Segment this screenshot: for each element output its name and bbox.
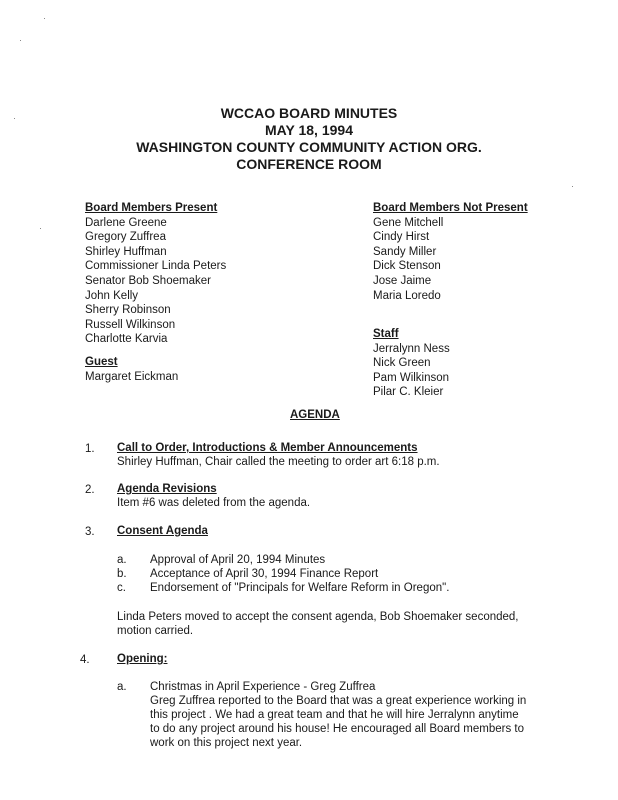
staff-name: Jerralynn Ness	[373, 342, 450, 355]
item-title: Agenda Revisions	[117, 483, 217, 495]
item-number: 4.	[80, 654, 90, 666]
sub-text: Christmas in April Experience - Greg Zuffrea	[150, 681, 376, 693]
sub-text: Endorsement of "Principals for Welfare Reform in Oregon".	[150, 582, 450, 594]
item-text: Shirley Huffman, Chair called the meeting to order art 6:18 p.m.	[117, 456, 440, 468]
present-name: John Kelly	[85, 289, 139, 302]
scan-speck	[572, 186, 573, 187]
agenda-title: AGENDA	[290, 409, 340, 421]
item-title: Opening:	[117, 653, 168, 665]
item-number: 2.	[85, 484, 95, 496]
present-name: Charlotte Karvia	[85, 333, 168, 346]
staff-column	[373, 327, 450, 400]
present-name: Commissioner Linda Peters	[85, 260, 227, 273]
present-name: Sherry Robinson	[85, 304, 171, 317]
staff-name: Pilar C. Kleier	[373, 386, 444, 399]
present-name: Senator Bob Shoemaker	[85, 274, 211, 287]
sub-letter: a.	[117, 554, 127, 566]
title-line-3: WASHINGTON COUNTY COMMUNITY ACTION ORG.	[136, 139, 482, 155]
scan-speck	[40, 228, 41, 229]
guest-heading: Guest	[85, 356, 118, 368]
sub-letter: a.	[117, 681, 127, 693]
report-text: to do any project around his house! He encouraged all Board members to	[150, 723, 524, 735]
staff-heading: Staff	[373, 328, 399, 340]
sub-letter: c.	[117, 582, 126, 594]
sub-letter: b.	[117, 568, 127, 580]
item-title: Call to Order, Introductions & Member Announcements	[117, 442, 418, 454]
scan-speck	[20, 40, 21, 41]
guest-column	[85, 355, 178, 384]
motion-text: motion carried.	[117, 625, 194, 637]
not-present-name: Dick Stenson	[373, 260, 441, 273]
present-name: Russell Wilkinson	[85, 318, 176, 331]
report-text: work on this project next year.	[150, 737, 303, 749]
scan-speck	[44, 18, 45, 19]
title-line-2: MAY 18, 1994	[265, 122, 353, 138]
sub-text: Approval of April 20, 1994 Minutes	[150, 554, 326, 566]
not-present-name: Sandy Miller	[373, 245, 437, 258]
sub-text: Acceptance of April 30, 1994 Finance Report	[150, 568, 379, 580]
not-present-heading: Board Members Not Present	[373, 202, 528, 214]
staff-name: Nick Green	[373, 357, 431, 370]
motion-text: Linda Peters moved to accept the consent agenda, Bob Shoemaker seconded,	[117, 611, 519, 623]
item-number: 3.	[85, 526, 95, 538]
not-present-column	[373, 201, 528, 303]
item-text: Item #6 was deleted from the agenda.	[117, 497, 311, 509]
item-number: 1.	[85, 443, 95, 455]
present-name: Darlene Greene	[85, 216, 167, 229]
present-column	[85, 201, 226, 347]
not-present-name: Cindy Hirst	[373, 231, 430, 244]
report-text: Greg Zuffrea reported to the Board that was a great experience working in	[150, 695, 527, 707]
not-present-name: Maria Loredo	[373, 289, 441, 302]
present-heading: Board Members Present	[85, 202, 218, 214]
guest-name: Margaret Eickman	[85, 370, 179, 383]
staff-name: Pam Wilkinson	[373, 371, 450, 384]
not-present-name: Jose Jaime	[373, 274, 432, 287]
item-title: Consent Agenda	[117, 525, 208, 537]
title-line-1: WCCAO BOARD MINUTES	[220, 105, 398, 121]
title-line-4: CONFERENCE ROOM	[236, 156, 382, 172]
report-text: this project . We had a great team and that he will hire Jerralynn anytime	[150, 709, 519, 721]
present-name: Gregory Zuffrea	[85, 231, 166, 244]
present-name: Shirley Huffman	[85, 245, 167, 258]
not-present-name: Gene Mitchell	[373, 216, 444, 229]
